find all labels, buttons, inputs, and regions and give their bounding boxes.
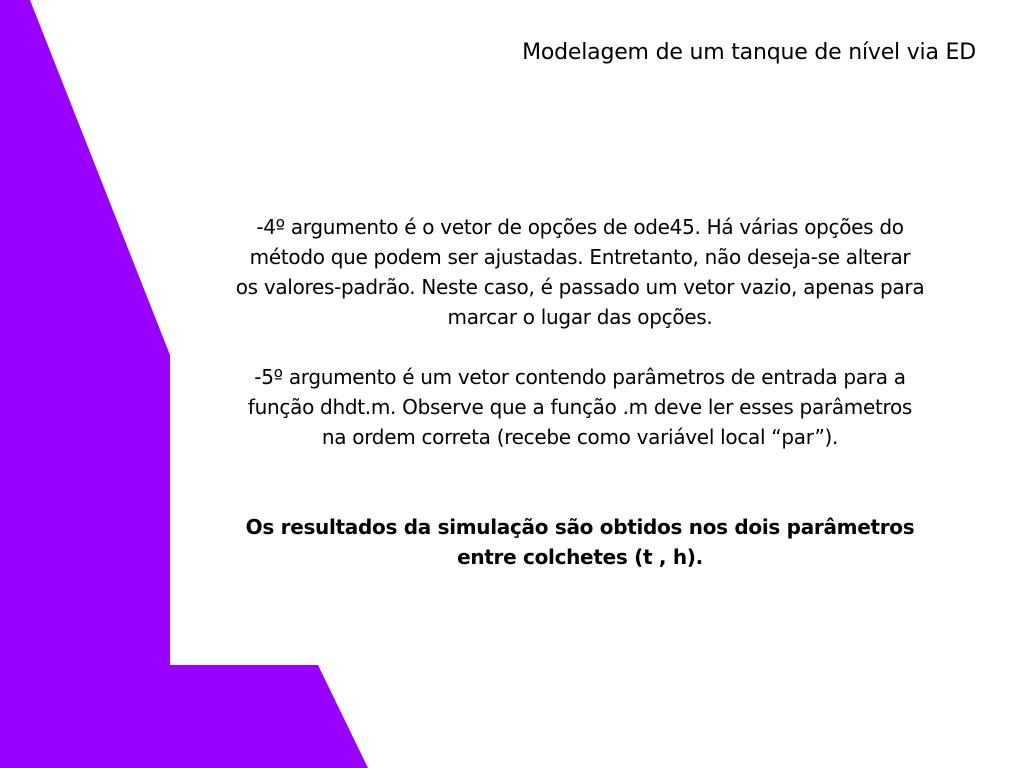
text-line: -5º argumento é um vetor contendo parâmetros de entrada para a — [254, 365, 906, 389]
text-line: entre colchetes (t , h). — [457, 545, 703, 569]
text-line: na ordem correta (recebe como variável local “par”). — [321, 425, 839, 449]
text-line: Os resultados da simulação são obtidos nos dois parâmetros — [245, 515, 915, 539]
paragraph-4th-argument — [180, 212, 980, 332]
paragraph-results — [180, 512, 980, 572]
paragraph-5th-argument — [180, 362, 980, 452]
text-line: função dhdt.m. Observe que a função .m deve ler esses parâmetros — [247, 395, 913, 419]
text-line: método que podem ser ajustadas. Entretanto, não deseja-se alterar — [249, 245, 911, 269]
slide-body — [180, 212, 980, 572]
text-line: os valores-padrão. Neste caso, é passado um vetor vazio, apenas para — [235, 275, 925, 299]
text-line: -4º argumento é o vetor de opções de ode45. Há várias opções do — [256, 215, 904, 239]
slide-title: Modelagem de um tanque de nível via ED — [522, 40, 976, 65]
text-line: marcar o lugar das opções. — [447, 305, 713, 329]
